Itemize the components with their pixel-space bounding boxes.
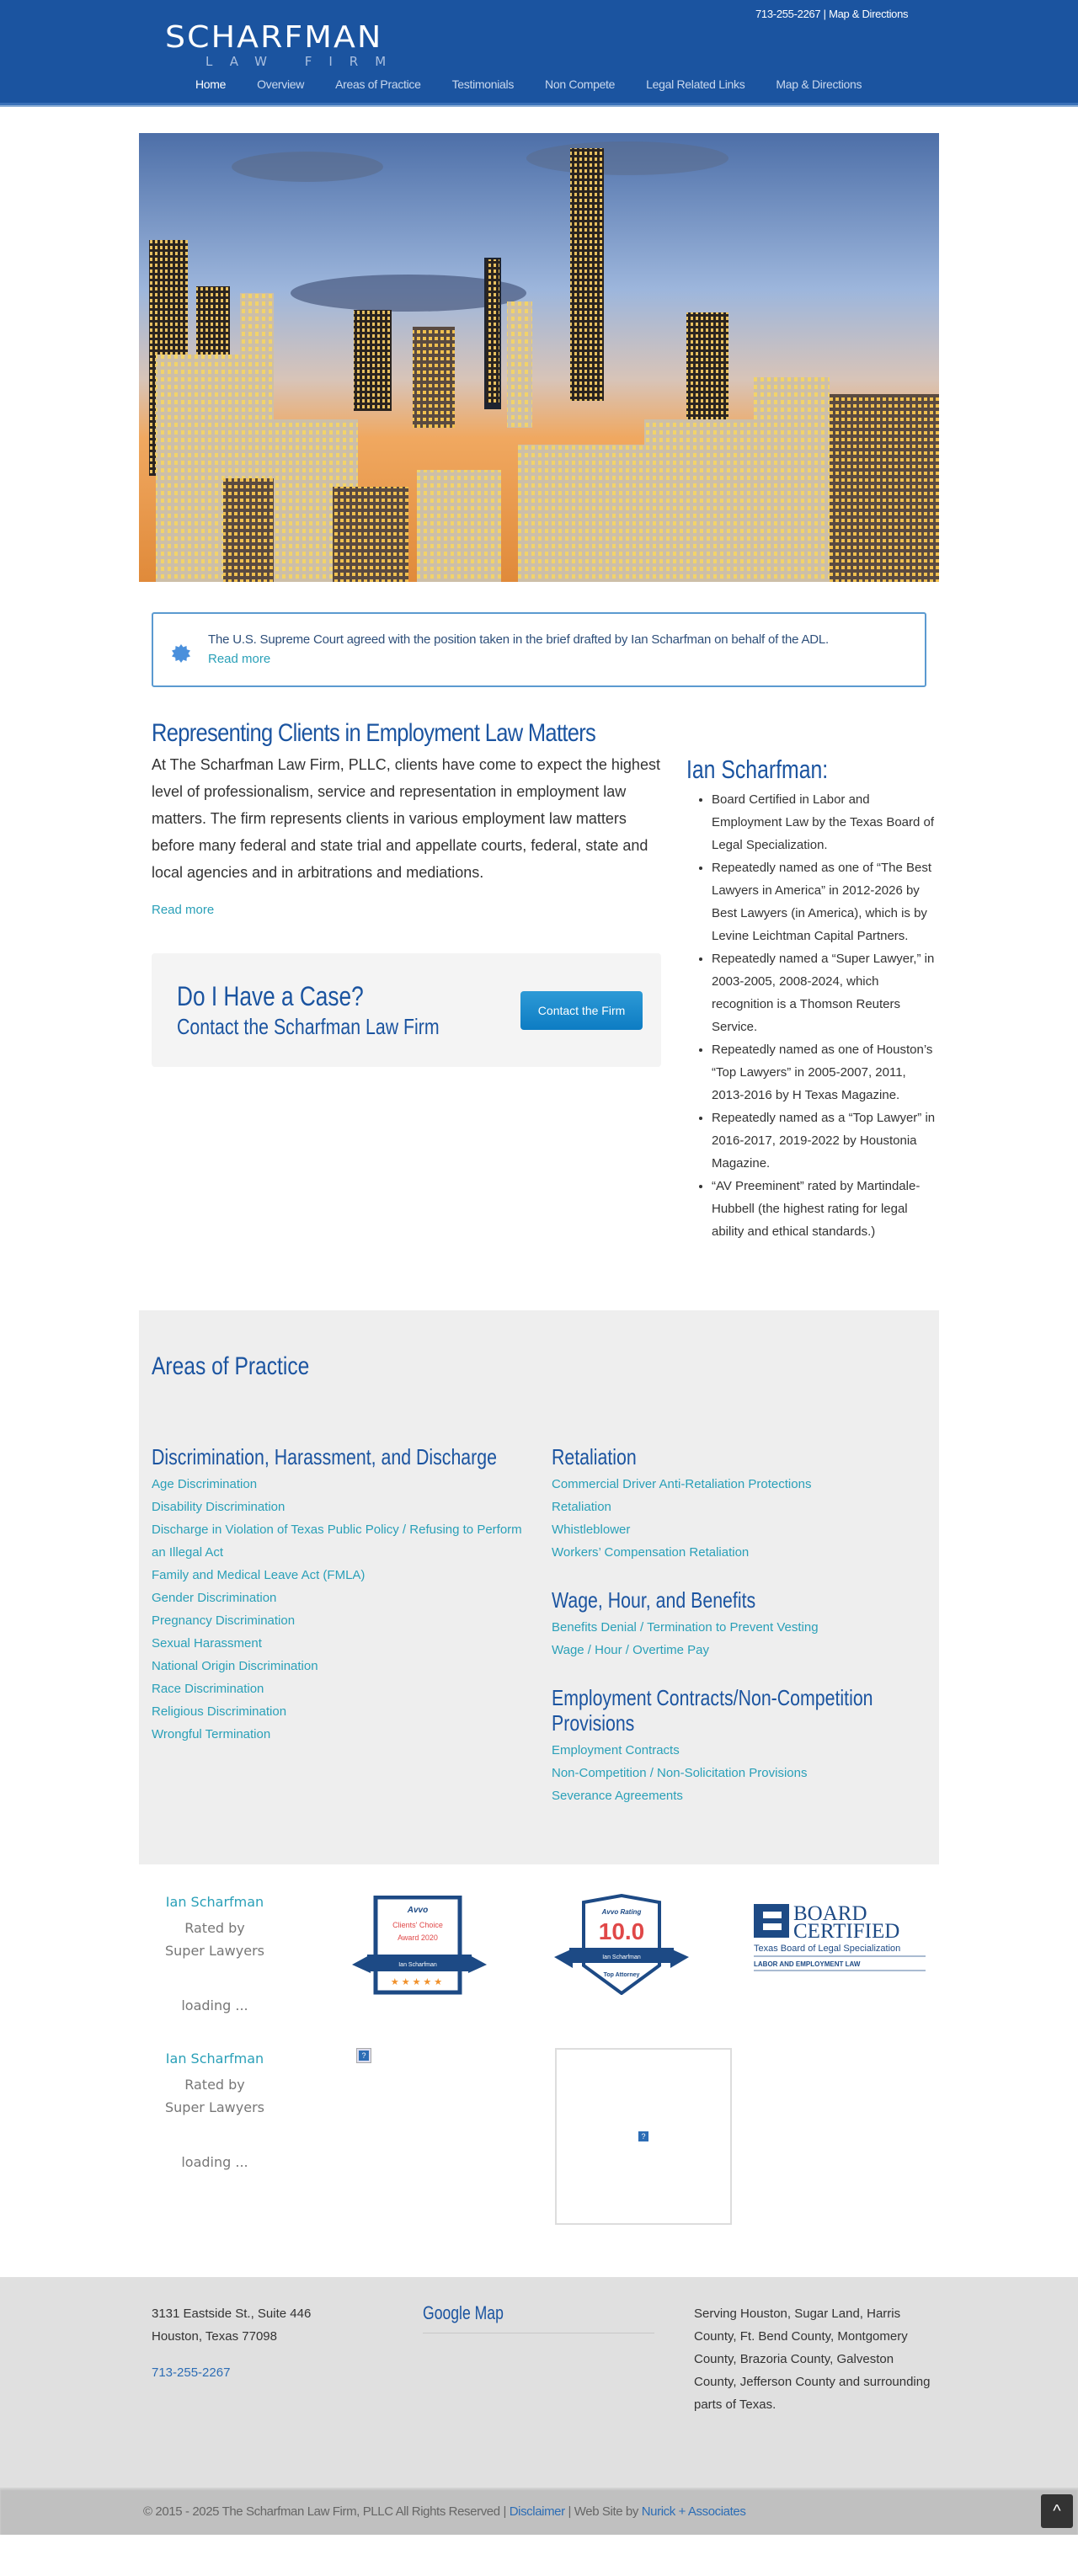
area-link[interactable]: Pregnancy Discrimination (152, 1613, 296, 1628)
disclaimer-link[interactable]: Disclaimer (509, 2504, 565, 2519)
credential-item: • Repeatedly named as one of “The Best Lawyers in America” in 2012-2026 by Best Lawyers (in America), which is by Levine Leichtman Capital Partners. (712, 856, 939, 947)
page-title: Representing Clients in Employment Law Matters (152, 719, 596, 747)
area-link[interactable]: Gender Discrimination (152, 1591, 277, 1605)
area-link[interactable]: Race Discrimination (152, 1682, 264, 1696)
credential-item: • Repeatedly named as a “Top Lawyer” in 2016-2017, 2019-2022 by Houstonia Magazine. (712, 1107, 939, 1175)
area-link[interactable]: Disability Discrimination (152, 1500, 286, 1514)
credential-item: • Repeatedly named as one of Houston’s “Top Lawyers” in 2005-2007, 2011, 2013-2016 by H Texas Magazine. (712, 1038, 939, 1107)
area-link[interactable]: National Origin Discrimination (152, 1659, 318, 1673)
nav-map-directions[interactable]: Map & Directions (776, 77, 862, 91)
intro-paragraph: At The Scharfman Law Firm, PLLC, clients have come to expect the highest level of professionalism, service and representation in employment law matters. The firm represents clients in various employment law matters before many federal and state trial and appellate courts, federal, state and local agencies and in arbitrations and mediations. (152, 756, 660, 881)
logo-sub-text: LAW FIRM (205, 54, 403, 69)
area-group-contracts (552, 1685, 952, 1807)
areas-title: Areas of Practice (152, 1352, 310, 1380)
area-link[interactable]: Whistleblower (552, 1523, 631, 1537)
area-link[interactable]: Workers’ Compensation Retaliation (552, 1545, 750, 1560)
areas-right-column (552, 1444, 952, 1831)
area-group-retaliation (552, 1444, 952, 1564)
svg-text:Clients' Choice: Clients' Choice (392, 1921, 443, 1929)
svg-text:10.0: 10.0 (598, 1918, 645, 1944)
area-link[interactable]: Severance Agreements (552, 1789, 683, 1803)
area-group-title: Wage, Hour, and Benefits (552, 1587, 756, 1613)
loading-text: loading ... (181, 1997, 248, 2013)
svg-text:Ian Scharfman: Ian Scharfman (398, 1962, 437, 1968)
nav-non-compete[interactable]: Non Compete (545, 77, 616, 91)
logo-main-text: SCHARFMAN (165, 20, 383, 55)
svg-text:BOARD: BOARD (793, 1902, 867, 1925)
svg-text:CERTIFIED: CERTIFIED (793, 1920, 900, 1943)
area-link[interactable]: Benefits Denial / Termination to Prevent Vesting (552, 1620, 819, 1635)
header-phone-link[interactable]: 713-255-2267 (755, 8, 821, 20)
super-lawyers-rated-text: Rated by Super Lawyers (165, 2077, 264, 2115)
svg-text:LABOR AND EMPLOYMENT LAW: LABOR AND EMPLOYMENT LAW (754, 1960, 861, 1968)
svg-text:Top Attorney: Top Attorney (603, 1972, 640, 1978)
nav-legal-related-links[interactable]: Legal Related Links (646, 77, 745, 91)
awards-badges-section (139, 1885, 939, 2256)
google-map-title: Google Map (423, 2302, 504, 2323)
area-group-title: Employment Contracts/Non-Competition Provisions (552, 1685, 873, 1736)
area-link[interactable]: Non-Competition / Non-Solicitation Provisions (552, 1766, 808, 1780)
svg-text:★★★★★: ★★★★★ (390, 1976, 446, 1987)
skyline-illustration (139, 133, 939, 582)
site-header (0, 0, 1078, 105)
loading-text: loading ... (181, 2154, 248, 2170)
footer-google-map (423, 2302, 654, 2333)
case-cta-box (152, 953, 661, 1067)
areas-columns (152, 1444, 926, 1831)
footer-service-area: Serving Houston, Sugar Land, Harris County, Ft. Bend County, Montgomery County, Brazoria County, Galveston County, Jefferson County and surrounding parts of Texas. (694, 2307, 931, 2412)
sidebar-title: Ian Scharfman: (686, 755, 829, 784)
main-nav (195, 77, 893, 91)
notice-text: The U.S. Supreme Court agreed with the position taken in the brief drafted by Ian Scharfman on behalf of the ADL. (208, 632, 830, 647)
svg-text:Award 2020: Award 2020 (398, 1933, 438, 1942)
embedded-frame (555, 2048, 732, 2225)
area-group-title: Discrimination, Harassment, and Discharge (152, 1444, 497, 1469)
svg-text:Avvo: Avvo (407, 1906, 429, 1915)
hero-skyline-image (139, 133, 939, 582)
area-link[interactable]: Commercial Driver Anti-Retaliation Protections (552, 1477, 812, 1491)
area-link[interactable]: Discharge in Violation of Texas Public Policy / Refusing to Perform an Illegal Act (152, 1523, 522, 1560)
notice-read-more-link[interactable]: Read more (208, 652, 271, 666)
area-group-title: Retaliation (552, 1444, 637, 1469)
super-lawyers-widget-2 (139, 2051, 291, 2170)
attorney-sidebar (686, 719, 939, 1243)
area-group-discrimination (152, 1444, 552, 1746)
broken-image-icon: ? (356, 2048, 371, 2063)
site-logo[interactable] (165, 20, 403, 69)
area-link[interactable]: Sexual Harassment (152, 1636, 262, 1651)
intro-column (139, 719, 661, 1243)
top-contact-bar (755, 8, 908, 20)
supreme-court-notice (152, 612, 926, 687)
separator: | (820, 8, 830, 20)
copyright-bar (0, 2488, 1078, 2535)
super-lawyers-rated-text: Rated by Super Lawyers (165, 1920, 264, 1959)
address-line-1: 3131 Eastside St., Suite 446 (152, 2307, 312, 2321)
areas-left-column (152, 1444, 552, 1831)
badge-seal-icon (172, 644, 190, 663)
super-lawyers-widget (139, 1894, 291, 2013)
header-map-link[interactable]: Map & Directions (829, 8, 909, 20)
credentials-list (686, 788, 939, 1243)
area-link[interactable]: Wage / Hour / Overtime Pay (552, 1643, 710, 1657)
area-link[interactable]: Family and Medical Leave Act (FMLA) (152, 1568, 366, 1582)
scroll-to-top-button[interactable]: ^ (1041, 2494, 1073, 2528)
area-group-wage-hour (552, 1587, 952, 1661)
footer-address (152, 2302, 311, 2384)
super-lawyers-name-link[interactable]: Ian Scharfman (165, 1894, 264, 1910)
address-line-2: Houston, Texas 77098 (152, 2329, 277, 2344)
case-cta-title: Do I Have a Case? (177, 980, 364, 1011)
footer-phone-link[interactable]: 713-255-2267 (152, 2365, 231, 2380)
main-content (139, 719, 939, 1243)
contact-firm-button[interactable]: Contact the Firm (520, 991, 643, 1030)
nav-areas-of-practice[interactable]: Areas of Practice (335, 77, 421, 91)
nav-testimonials[interactable]: Testimonials (451, 77, 515, 91)
credential-item: • Repeatedly named a “Super Lawyer,” in 2003-2005, 2008-2024, which recognition is a Thomson Reuters Service. (712, 947, 939, 1038)
credential-item: • Board Certified in Labor and Employment Law by the Texas Board of Legal Specialization. (712, 788, 939, 856)
board-certified-badge[interactable] (751, 1901, 928, 1981)
svg-text:Texas Board of Legal Specializ: Texas Board of Legal Specialization (754, 1944, 901, 1954)
intro-read-more-link[interactable]: Read more (152, 903, 215, 917)
nav-overview[interactable]: Overview (257, 77, 305, 91)
case-cta-subtitle: Contact the Scharfman Law Firm (177, 1013, 440, 1039)
avvo-rating-badge[interactable] (554, 1894, 689, 1999)
svg-text:Ian Scharfman: Ian Scharfman (602, 1955, 641, 1960)
area-link[interactable]: Age Discrimination (152, 1477, 258, 1491)
super-lawyers-name-link[interactable]: Ian Scharfman (165, 2051, 264, 2067)
areas-of-practice-section (139, 1310, 939, 1864)
credential-item: • “AV Preeminent” rated by Martindale-Hubbell (the highest rating for legal ability and ethical standards.) (712, 1175, 939, 1243)
nav-home[interactable]: Home (195, 77, 227, 91)
broken-image-icon: ? (637, 2130, 652, 2145)
copyright-text: © 2015 - 2025 The Scharfman Law Firm, PLLC All Rights Reserved | Disclaimer | Web Site by Nurick + Associates (143, 2504, 746, 2519)
svg-text:Avvo Rating: Avvo Rating (601, 1908, 642, 1916)
site-footer (0, 2277, 1078, 2488)
area-link[interactable]: Retaliation (552, 1500, 611, 1514)
case-cta-titles (177, 981, 497, 1040)
agency-link[interactable]: Nurick + Associates (641, 2504, 746, 2519)
area-link[interactable]: Employment Contracts (552, 1743, 680, 1757)
area-link[interactable]: Wrongful Termination (152, 1727, 271, 1741)
avvo-clients-choice-badge[interactable] (352, 1896, 487, 2001)
area-link[interactable]: Religious Discrimination (152, 1704, 287, 1719)
